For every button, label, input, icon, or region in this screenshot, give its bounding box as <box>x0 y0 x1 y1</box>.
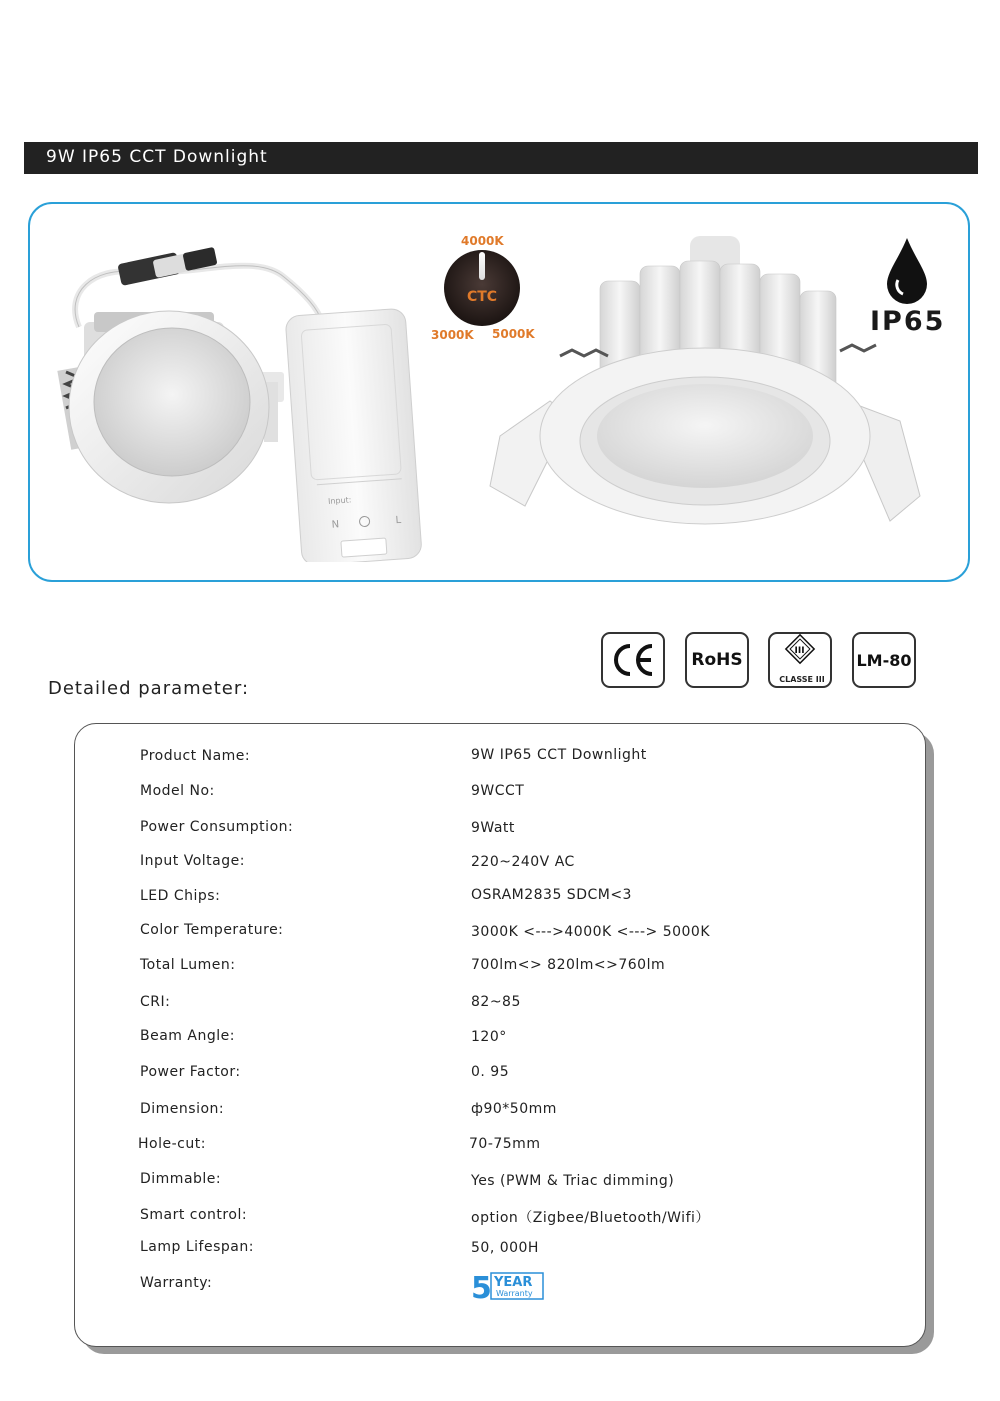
param-label: CRI: <box>140 994 171 1010</box>
param-value: 220~240V AC <box>471 854 575 870</box>
downlight-with-driver-image <box>54 232 454 562</box>
param-label: Dimension: <box>140 1101 225 1117</box>
driver-input-label: Input: <box>327 495 352 506</box>
ctc-3000k-label: 3000K <box>431 328 474 342</box>
param-value: 50, 000H <box>471 1240 539 1256</box>
five-year-warranty-badge <box>471 1271 545 1301</box>
ctc-label: CTC <box>466 289 498 305</box>
param-label: Product Name: <box>140 748 251 764</box>
title-bar <box>24 142 978 174</box>
param-label: Lamp Lifespan: <box>140 1239 254 1255</box>
param-label: Color Temperature: <box>140 922 284 938</box>
water-drop-icon <box>885 236 929 306</box>
param-label: Beam Angle: <box>140 1028 235 1044</box>
param-value: 0. 95 <box>471 1064 510 1080</box>
ctc-4000k-label: 4000K <box>461 234 504 248</box>
rohs-cert-icon: RoHS <box>685 632 749 688</box>
param-value: 700lm<> 820lm<>760lm <box>471 957 666 973</box>
warranty-word: YEAR <box>494 1275 533 1290</box>
param-label: Input Voltage: <box>140 853 245 869</box>
param-value: 70-75mm <box>469 1136 541 1152</box>
param-value: option（Zigbee/Bluetooth/Wifi） <box>471 1210 710 1226</box>
param-value: 3000K <--->4000K <---> 5000K <box>471 924 711 940</box>
param-value: 9Watt <box>471 820 515 836</box>
param-value: 9WCCT <box>471 783 525 799</box>
lm80-cert-icon: LM-80 <box>852 632 916 688</box>
ce-cert-icon <box>601 632 665 688</box>
downlight-product-image <box>480 236 930 536</box>
param-value: OSRAM2835 SDCM<3 <box>471 887 632 903</box>
svg-text:III: III <box>794 646 805 656</box>
param-label: Model No: <box>140 783 215 799</box>
warranty-number: 5 <box>471 1271 492 1301</box>
section-heading: Detailed parameter: <box>48 678 250 699</box>
param-label: Warranty: <box>140 1275 213 1291</box>
ip65-label: IP65 <box>870 306 946 337</box>
param-label: Dimmable: <box>140 1171 222 1187</box>
param-label: Total Lumen: <box>140 957 236 973</box>
param-label: Smart control: <box>140 1207 248 1223</box>
warranty-sub: Warranty <box>496 1289 533 1298</box>
svg-text:N: N <box>331 519 340 531</box>
param-value: 9W IP65 CCT Downlight <box>471 747 647 763</box>
param-value: ф90*50mm <box>471 1101 557 1117</box>
param-label: Power Factor: <box>140 1064 241 1080</box>
param-label: Hole-cut: <box>138 1136 206 1152</box>
param-value: 82~85 <box>471 994 521 1010</box>
svg-text:L: L <box>395 514 402 527</box>
param-label: Power Consumption: <box>140 819 294 835</box>
param-value: Yes (PWM & Triac dimming) <box>471 1173 675 1189</box>
ctc-5000k-label: 5000K <box>492 327 535 341</box>
classe-iii-label: CLASSE III <box>779 675 825 684</box>
param-value: 120° <box>471 1029 507 1045</box>
page-title: 9W IP65 CCT Downlight <box>46 147 268 167</box>
param-label: LED Chips: <box>140 888 221 904</box>
